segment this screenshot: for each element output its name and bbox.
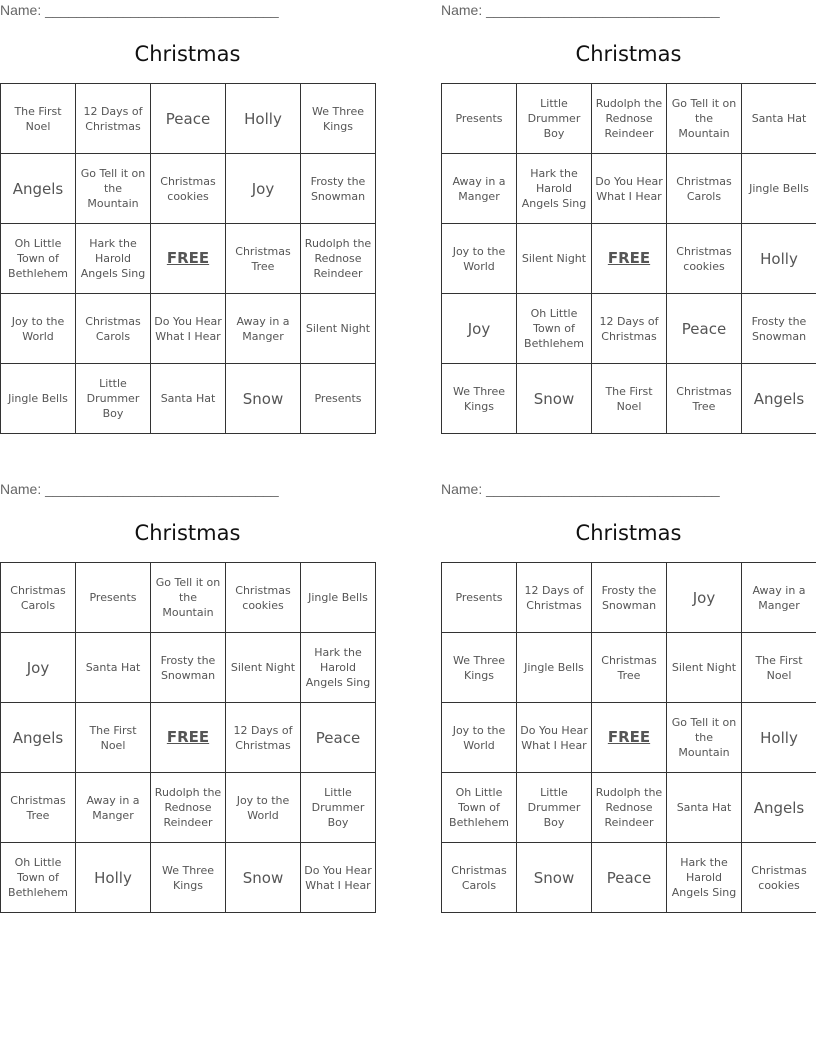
- bingo-cell: Go Tell it on the Mountain: [667, 84, 742, 154]
- bingo-cell: Jingle Bells: [742, 154, 816, 224]
- bingo-cell: Hark the Harold Angels Sing: [517, 154, 592, 224]
- name-line: Name: ______________________________: [0, 2, 279, 18]
- bingo-cell: The First Noel: [76, 703, 151, 773]
- bingo-cell: Little Drummer Boy: [517, 773, 592, 843]
- bingo-cell: Frosty the Snowman: [301, 154, 376, 224]
- bingo-cell: Joy: [442, 294, 517, 364]
- bingo-cell: Santa Hat: [742, 84, 816, 154]
- bingo-cell: Frosty the Snowman: [592, 563, 667, 633]
- bingo-cell: Snow: [517, 364, 592, 434]
- grid-row: [442, 773, 816, 843]
- bingo-cell: Silent Night: [226, 633, 301, 703]
- grid-row: [442, 84, 816, 154]
- bingo-cell: Joy to the World: [442, 703, 517, 773]
- card-title: Christmas: [134, 521, 241, 545]
- card-title: Christmas: [575, 42, 682, 66]
- grid-row: [1, 633, 376, 703]
- bingo-cell: Oh Little Town of Bethlehem: [1, 843, 76, 913]
- grid-row: [442, 364, 816, 434]
- grid-row: [442, 294, 816, 364]
- bingo-cell: Little Drummer Boy: [301, 773, 376, 843]
- bingo-cell: Peace: [592, 843, 667, 913]
- bingo-cell: 12 Days of Christmas: [226, 703, 301, 773]
- card-title: Christmas: [575, 521, 682, 545]
- bingo-cell: 12 Days of Christmas: [76, 84, 151, 154]
- bingo-grid: [441, 562, 816, 913]
- bingo-cell: Joy: [667, 563, 742, 633]
- bingo-cell: Joy to the World: [1, 294, 76, 364]
- bingo-cell: Christmas Carols: [442, 843, 517, 913]
- bingo-cell: Silent Night: [667, 633, 742, 703]
- bingo-cell: Away in a Manger: [742, 563, 816, 633]
- grid-row: [1, 224, 376, 294]
- grid-row: [1, 84, 376, 154]
- bingo-cell: Jingle Bells: [1, 364, 76, 434]
- grid-row: [442, 224, 816, 294]
- bingo-cell: Rudolph the Rednose Reindeer: [301, 224, 376, 294]
- bingo-cell: Holly: [76, 843, 151, 913]
- bingo-cell: Silent Night: [517, 224, 592, 294]
- bingo-cell: Angels: [1, 703, 76, 773]
- bingo-grid: [0, 83, 376, 434]
- bingo-cell: Joy: [1, 633, 76, 703]
- bingo-cell: Joy: [226, 154, 301, 224]
- bingo-cell: Do You Hear What I Hear: [301, 843, 376, 913]
- bingo-cell: Snow: [226, 364, 301, 434]
- bingo-cell: Presents: [442, 563, 517, 633]
- bingo-cell: Christmas Tree: [592, 633, 667, 703]
- bingo-cell: Rudolph the Rednose Reindeer: [592, 773, 667, 843]
- bingo-cell: Peace: [151, 84, 226, 154]
- bingo-cell: Go Tell it on the Mountain: [76, 154, 151, 224]
- grid-row: [1, 364, 376, 434]
- bingo-cell: The First Noel: [592, 364, 667, 434]
- bingo-cell: We Three Kings: [151, 843, 226, 913]
- free-space: FREE: [592, 224, 667, 294]
- name-line: Name: ______________________________: [441, 2, 720, 18]
- bingo-cell: Santa Hat: [667, 773, 742, 843]
- card-title: Christmas: [134, 42, 241, 66]
- bingo-cell: Go Tell it on the Mountain: [667, 703, 742, 773]
- bingo-cell: Do You Hear What I Hear: [151, 294, 226, 364]
- grid-row: [1, 703, 376, 773]
- bingo-cell: Rudolph the Rednose Reindeer: [151, 773, 226, 843]
- bingo-cell: Frosty the Snowman: [151, 633, 226, 703]
- bingo-cell: Snow: [517, 843, 592, 913]
- free-space: FREE: [151, 703, 226, 773]
- grid-row: [442, 843, 816, 913]
- bingo-cell: 12 Days of Christmas: [592, 294, 667, 364]
- bingo-cell: Presents: [301, 364, 376, 434]
- bingo-cell: Presents: [442, 84, 517, 154]
- bingo-grid: [441, 83, 816, 434]
- bingo-cell: Do You Hear What I Hear: [517, 703, 592, 773]
- bingo-cell: Christmas Tree: [667, 364, 742, 434]
- bingo-cell: We Three Kings: [442, 364, 517, 434]
- bingo-cell: Joy to the World: [226, 773, 301, 843]
- bingo-cell: Hark the Harold Angels Sing: [76, 224, 151, 294]
- bingo-cell: Away in a Manger: [442, 154, 517, 224]
- bingo-cell: We Three Kings: [442, 633, 517, 703]
- bingo-cell: Christmas Tree: [1, 773, 76, 843]
- bingo-cell: Rudolph the Rednose Reindeer: [592, 84, 667, 154]
- bingo-cell: We Three Kings: [301, 84, 376, 154]
- bingo-cell: Christmas Carols: [1, 563, 76, 633]
- bingo-cell: Do You Hear What I Hear: [592, 154, 667, 224]
- grid-row: [1, 294, 376, 364]
- bingo-cell: Christmas cookies: [151, 154, 226, 224]
- free-space: FREE: [151, 224, 226, 294]
- bingo-cell: Christmas cookies: [226, 563, 301, 633]
- bingo-cell: Little Drummer Boy: [517, 84, 592, 154]
- grid-row: [442, 154, 816, 224]
- grid-row: [442, 633, 816, 703]
- bingo-cell: Snow: [226, 843, 301, 913]
- bingo-cell: Away in a Manger: [76, 773, 151, 843]
- bingo-cell: Little Drummer Boy: [76, 364, 151, 434]
- bingo-cell: Oh Little Town of Bethlehem: [1, 224, 76, 294]
- bingo-cell: Peace: [667, 294, 742, 364]
- free-space: FREE: [592, 703, 667, 773]
- bingo-cell: Peace: [301, 703, 376, 773]
- bingo-cell: Holly: [226, 84, 301, 154]
- bingo-cell: Jingle Bells: [517, 633, 592, 703]
- bingo-cell: The First Noel: [742, 633, 816, 703]
- bingo-cell: Go Tell it on the Mountain: [151, 563, 226, 633]
- bingo-cell: Holly: [742, 703, 816, 773]
- bingo-cell: Away in a Manger: [226, 294, 301, 364]
- bingo-cell: Santa Hat: [151, 364, 226, 434]
- bingo-cell: Oh Little Town of Bethlehem: [517, 294, 592, 364]
- bingo-cell: Christmas cookies: [742, 843, 816, 913]
- grid-row: [442, 563, 816, 633]
- name-line: Name: ______________________________: [0, 481, 279, 497]
- bingo-cell: Joy to the World: [442, 224, 517, 294]
- bingo-cell: Hark the Harold Angels Sing: [301, 633, 376, 703]
- bingo-cell: Christmas Carols: [667, 154, 742, 224]
- bingo-cell: Jingle Bells: [301, 563, 376, 633]
- bingo-cell: Angels: [742, 773, 816, 843]
- bingo-cell: Christmas cookies: [667, 224, 742, 294]
- bingo-cell: Christmas Tree: [226, 224, 301, 294]
- grid-row: [1, 563, 376, 633]
- grid-row: [442, 703, 816, 773]
- bingo-cell: 12 Days of Christmas: [517, 563, 592, 633]
- bingo-cell: Santa Hat: [76, 633, 151, 703]
- bingo-cell: Christmas Carols: [76, 294, 151, 364]
- bingo-cell: The First Noel: [1, 84, 76, 154]
- bingo-cell: Silent Night: [301, 294, 376, 364]
- grid-row: [1, 773, 376, 843]
- bingo-cell: Frosty the Snowman: [742, 294, 816, 364]
- bingo-cell: Angels: [1, 154, 76, 224]
- name-line: Name: ______________________________: [441, 481, 720, 497]
- bingo-cell: Oh Little Town of Bethlehem: [442, 773, 517, 843]
- bingo-cell: Holly: [742, 224, 816, 294]
- bingo-cell: Presents: [76, 563, 151, 633]
- grid-row: [1, 154, 376, 224]
- grid-row: [1, 843, 376, 913]
- bingo-cell: Hark the Harold Angels Sing: [667, 843, 742, 913]
- bingo-grid: [0, 562, 376, 913]
- bingo-cell: Angels: [742, 364, 816, 434]
